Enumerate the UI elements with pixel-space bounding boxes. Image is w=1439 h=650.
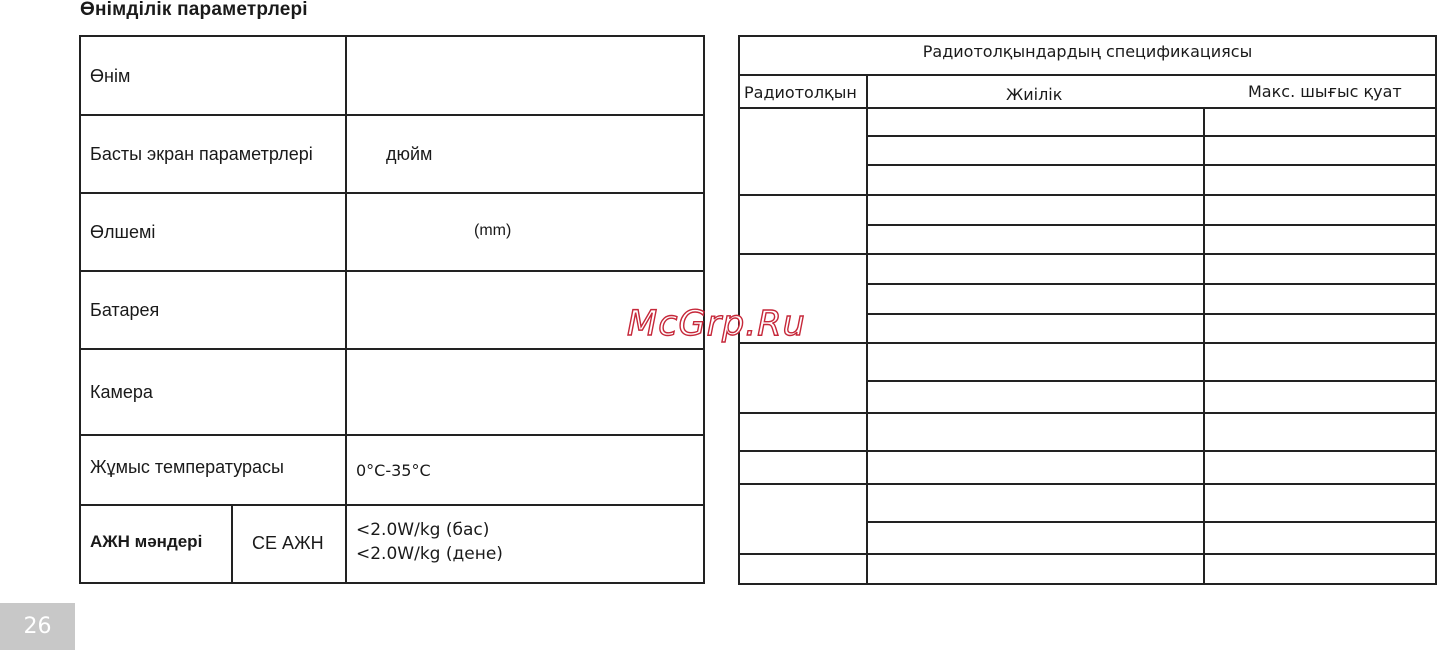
table-row <box>81 348 703 435</box>
row-label: Жұмыс температурасы <box>90 457 284 477</box>
row-label: Өнім <box>90 65 131 86</box>
sar-body-value: <2.0W/kg (дене) <box>356 544 503 564</box>
sar-row <box>81 504 703 584</box>
sar-head-value: <2.0W/kg (бас) <box>356 520 490 540</box>
row-value: 0°C-35°C <box>356 461 431 480</box>
row-value: (mm) <box>474 221 512 239</box>
sar-values <box>356 500 503 584</box>
page-title: Өнімділік параметрлері <box>80 0 308 20</box>
table-row <box>81 192 703 271</box>
watermark-logo: McGrp.Ru <box>627 304 806 344</box>
row-value: дюйм <box>386 144 433 164</box>
performance-parameters-table <box>79 35 705 584</box>
header-max-power: Макс. шығыс қуат <box>1248 82 1402 101</box>
radio-spec-table <box>738 35 1437 585</box>
row-label: Басты экран параметрлері <box>90 144 313 164</box>
header-frequency: Жиілік <box>1006 85 1063 104</box>
header-band: Радиотолқын <box>744 83 857 102</box>
sar-standard: CE АЖН <box>252 532 324 553</box>
page-number: 26 <box>0 603 75 650</box>
table-row <box>81 434 703 505</box>
row-label: Камера <box>90 382 153 402</box>
row-label: Өлшемі <box>90 222 156 242</box>
radio-spec-title: Радиотолқындардың спецификациясы <box>922 42 1253 61</box>
sar-label: АЖН мәндері <box>90 532 203 551</box>
table-row <box>81 37 703 115</box>
table-row <box>81 270 703 349</box>
row-label: Батарея <box>90 300 160 320</box>
table-row <box>81 114 703 193</box>
